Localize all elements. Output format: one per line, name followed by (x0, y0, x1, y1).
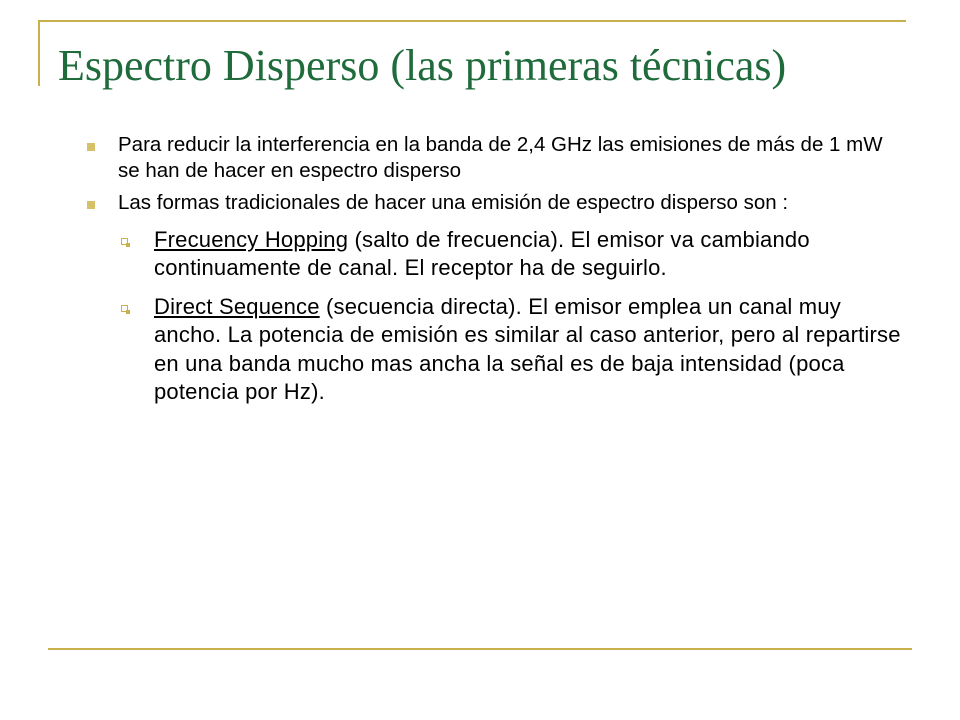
square-bullet-icon (87, 143, 95, 151)
frame-bottom-rule (48, 648, 912, 650)
term-direct-sequence: Direct Sequence (154, 293, 320, 319)
bullet-text: Para reducir la interferencia en la banda de 2,4 GHz las emisiones de más de 1 mW se han de hacer en espectro disperso (118, 133, 883, 182)
list-item (84, 132, 904, 183)
sub-list-item (118, 226, 904, 283)
square-bullet-icon (87, 201, 95, 209)
sub-bullet-text: (salto de frecuencia). El emisor va cambiando continuamente de canal. El receptor ha de seguirlo. (154, 226, 810, 280)
bullet-list (84, 132, 904, 407)
box-bullet-icon (121, 305, 128, 312)
bullet-text: Las formas tradicionales de hacer una emisión de espectro disperso son : (118, 191, 789, 214)
slide-body (84, 132, 904, 417)
box-bullet-icon (121, 238, 128, 245)
frame-left-rule (38, 20, 40, 86)
list-item (84, 190, 904, 407)
sub-bullet-text: (secuencia directa). El emisor emplea un canal muy ancho. La potencia de emisión es similar al caso anterior, pero al repartirse en una banda mucho mas ancha la señal es de baja intensidad (poca potencia por Hz). (154, 293, 901, 404)
frame-top-rule (38, 20, 906, 22)
sub-bullet-list (118, 226, 904, 407)
term-frequency-hopping: Frecuency Hopping (154, 226, 349, 252)
slide-title: Espectro Disperso (las primeras técnicas) (58, 41, 787, 90)
sub-list-item (118, 293, 904, 407)
